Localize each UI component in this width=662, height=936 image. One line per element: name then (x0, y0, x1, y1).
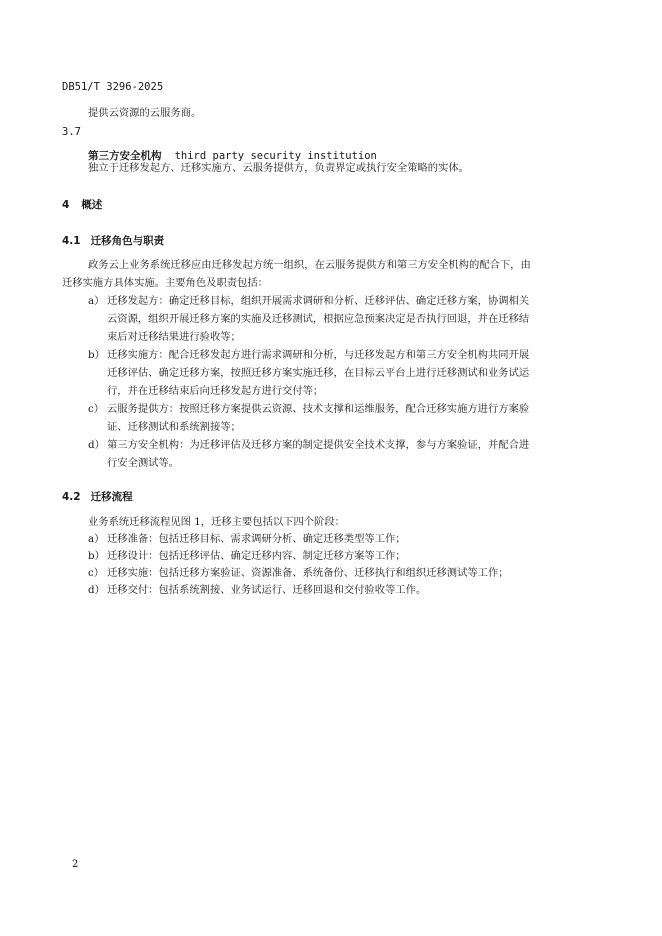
list-item-line: 迁移设计：包括迁移评估、确定迁移内容、制定迁移方案等工作； (107, 550, 406, 562)
paragraph-line: 迁移实施方具体实施。主要角色及职责包括： (62, 277, 268, 289)
list-item-marker: b） (88, 550, 105, 562)
list-item-line: 行安全测试等。 (107, 457, 180, 469)
section-number: 4.2 (62, 491, 81, 503)
list-item-line: 第三方安全机构：为迁移评估及迁移方案的制定提供安全技术支撑，参与方案验证，并配合进 (107, 439, 530, 451)
list-item-marker: d） (88, 439, 105, 451)
list-item-line: 行，并在迁移结束后向迁移发起方进行交付等； (107, 385, 324, 397)
section-title: 概述 (81, 199, 103, 211)
list-item-marker: b） (88, 349, 105, 361)
term-en: third party security institution (174, 150, 377, 162)
list-item-line: 迁移准备：包括迁移目标、需求调研分析、确定迁移类型等工作； (107, 533, 406, 545)
list-item-marker: d） (88, 584, 105, 596)
paragraph-line: 业务系统迁移流程见图 1，迁移主要包括以下四个阶段： (88, 516, 345, 528)
section-number: 4.1 (62, 235, 81, 247)
clause-number-3-7: 3.7 (62, 126, 81, 138)
list-item-line: 迁移发起方：确定迁移目标，组织开展需求调研和分析、迁移评估、确定迁移方案，协调相关 (107, 295, 530, 307)
section-title: 迁移角色与职责 (90, 235, 165, 247)
section-title: 迁移流程 (90, 491, 133, 503)
list-item-line: 证、迁移测试和系统割接等； (107, 421, 241, 433)
list-item-line: 云资源，组织开展迁移方案的实施及迁移测试，根据应急预案决定是否执行回退，并在迁移结 (107, 313, 530, 325)
list-item-line: 云服务提供方：按照迁移方案提供云资源、技术支撑和运维服务，配合迁移实施方进行方案验 (107, 403, 530, 415)
page-number: 2 (72, 859, 79, 870)
list-item-line: 迁移实施：包括迁移方案验证、资源准备、系统备份、迁移执行和组织迁移测试等工作； (107, 567, 509, 579)
section-number: 4 (62, 199, 70, 211)
list-item-marker: a） (88, 295, 105, 307)
definition-continuation: 提供云资源的云服务商。 (88, 107, 202, 119)
term-zh: 第三方安全机构 (88, 150, 162, 162)
paragraph-line: 政务云上业务系统迁移应由迁移发起方统一组织，在云服务提供方和第三方安全机构的配合下，由 (88, 259, 531, 271)
section-4-heading (62, 197, 102, 212)
list-item-line: 迁移评估、确定迁移方案，按照迁移方案实施迁移，在目标云平台上进行迁移测试和业务试运 (107, 367, 530, 379)
list-item-line: 束后对迁移结果进行验收等； (107, 331, 241, 343)
list-item-marker: c） (88, 403, 105, 415)
list-item-marker: c） (88, 567, 105, 579)
section-4-1-heading (62, 233, 164, 248)
document-id: DB51/T 3296-2025 (62, 81, 164, 93)
section-4-2-heading (62, 489, 133, 504)
term-definition: 独立于迁移发起方、迁移实施方、云服务提供方，负责界定或执行安全策略的实体。 (88, 162, 469, 174)
list-item-line: 迁移实施方：配合迁移发起方进行需求调研和分析，与迁移发起方和第三方安全机构共同开展 (107, 349, 530, 361)
list-item-line: 迁移交付：包括系统割接、业务试运行、迁移回退和交付验收等工作。 (107, 584, 427, 596)
list-item-marker: a） (88, 533, 105, 545)
